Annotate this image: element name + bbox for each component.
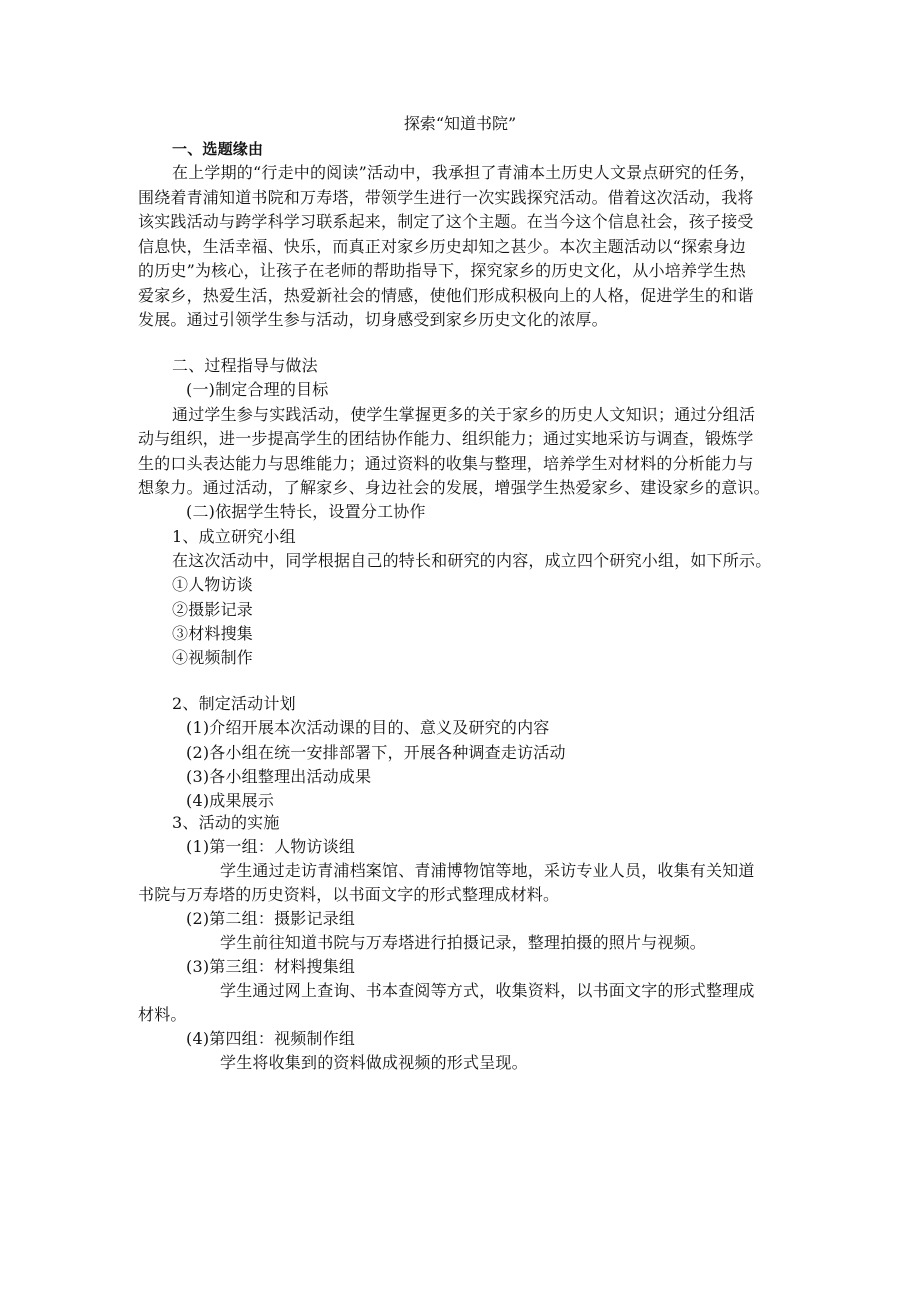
group-list-item: ①人物访谈 xyxy=(172,575,254,594)
sub1-heading: (一)制定合理的目标 xyxy=(186,380,329,399)
group1-line: 学生通过走访青浦档案馆、青浦博物馆等地，采访专业人员，收集有关知道 xyxy=(220,861,755,880)
part1-intro: 在这次活动中，同学根据自己的特长和研究的内容，成立四个研究小组，如下所示。 xyxy=(172,551,772,570)
part1-heading: 1、成立研究小组 xyxy=(172,527,296,546)
plan-item: (4)成果展示 xyxy=(186,791,275,810)
group-list-item: ③材料搜集 xyxy=(172,624,254,643)
plan-item: (3)各小组整理出活动成果 xyxy=(186,767,372,786)
sub1-paragraph-line: 通过学生参与实践活动，使学生掌握更多的关于家乡的历史人文知识；通过分组活 xyxy=(172,405,756,424)
group-list-item: ④视频制作 xyxy=(172,648,254,667)
group3-line: 学生通过网上查询、书本查阅等方式，收集资料，以书面文字的形式整理成 xyxy=(220,981,755,1000)
document-title: 探索“知道书院” xyxy=(403,114,517,133)
part3-heading: 3、活动的实施 xyxy=(172,813,280,832)
section1-paragraph-line: 该实践活动与跨学科学习联系起来，制定了这个主题。在当今这个信息社会，孩子接受 xyxy=(138,212,754,231)
group4-heading: (4)第四组：视频制作组 xyxy=(186,1029,356,1048)
plan-item: (1)介绍开展本次活动课的目的、意义及研究的内容 xyxy=(186,718,550,737)
group2-heading: (2)第二组：摄影记录组 xyxy=(186,909,356,928)
group1-line: 书院与万寿塔的历史资料，以书面文字的形式整理成材料。 xyxy=(138,885,560,904)
section2-heading: 二、过程指导与做法 xyxy=(172,356,318,375)
group1-heading: (1)第一组：人物访谈组 xyxy=(186,837,356,856)
section1-paragraph-line: 发展。通过引领学生参与活动，切身感受到家乡历史文化的浓厚。 xyxy=(138,310,608,329)
group2-line: 学生前往知道书院与万寿塔进行拍摄记录，整理拍摄的照片与视频。 xyxy=(220,933,707,952)
plan-item: (2)各小组在统一安排部署下，开展各种调查走访活动 xyxy=(186,743,566,762)
section1-heading: 一、选题缘由 xyxy=(172,140,264,158)
section1-paragraph-line: 的历史”为核心，让孩子在老师的帮助指导下，探究家乡的历史文化，从小培养学生热 xyxy=(138,261,746,280)
group-list-item: ②摄影记录 xyxy=(172,600,254,619)
sub2-heading: (二)依据学生特长，设置分工协作 xyxy=(186,502,426,521)
section1-paragraph-line: 围绕着青浦知道书院和万寿塔，带领学生进行一次实践探究活动。借着这次活动，我将 xyxy=(138,188,754,207)
part2-heading: 2、制定活动计划 xyxy=(172,694,296,713)
group3-line: 材料。 xyxy=(138,1005,187,1024)
sub1-paragraph-line: 生的口头表达能力与思维能力；通过资料的收集与整理，培养学生对材料的分析能力与 xyxy=(138,454,754,473)
section1-paragraph-line: 在上学期的“行走中的阅读”活动中，我承担了青浦本土历史人文景点研究的任务， xyxy=(172,163,756,182)
group4-line: 学生将收集到的资料做成视频的形式呈现。 xyxy=(220,1053,528,1072)
sub1-paragraph-line: 动与组织，进一步提高学生的团结协作能力、组织能力；通过实地采访与调查，锻炼学 xyxy=(138,429,754,448)
section1-paragraph-line: 爱家乡，热爱生活，热爱新社会的情感，使他们形成积极向上的人格，促进学生的和谐 xyxy=(138,286,754,305)
section1-paragraph-line: 信息快，生活幸福、快乐，而真正对家乡历史却知之甚少。本次主题活动以“探索身边 xyxy=(138,237,746,256)
group3-heading: (3)第三组：材料搜集组 xyxy=(186,957,356,976)
sub1-paragraph-line: 想象力。通过活动，了解家乡、身边社会的发展，增强学生热爱家乡、建设家乡的意识。 xyxy=(138,478,770,497)
